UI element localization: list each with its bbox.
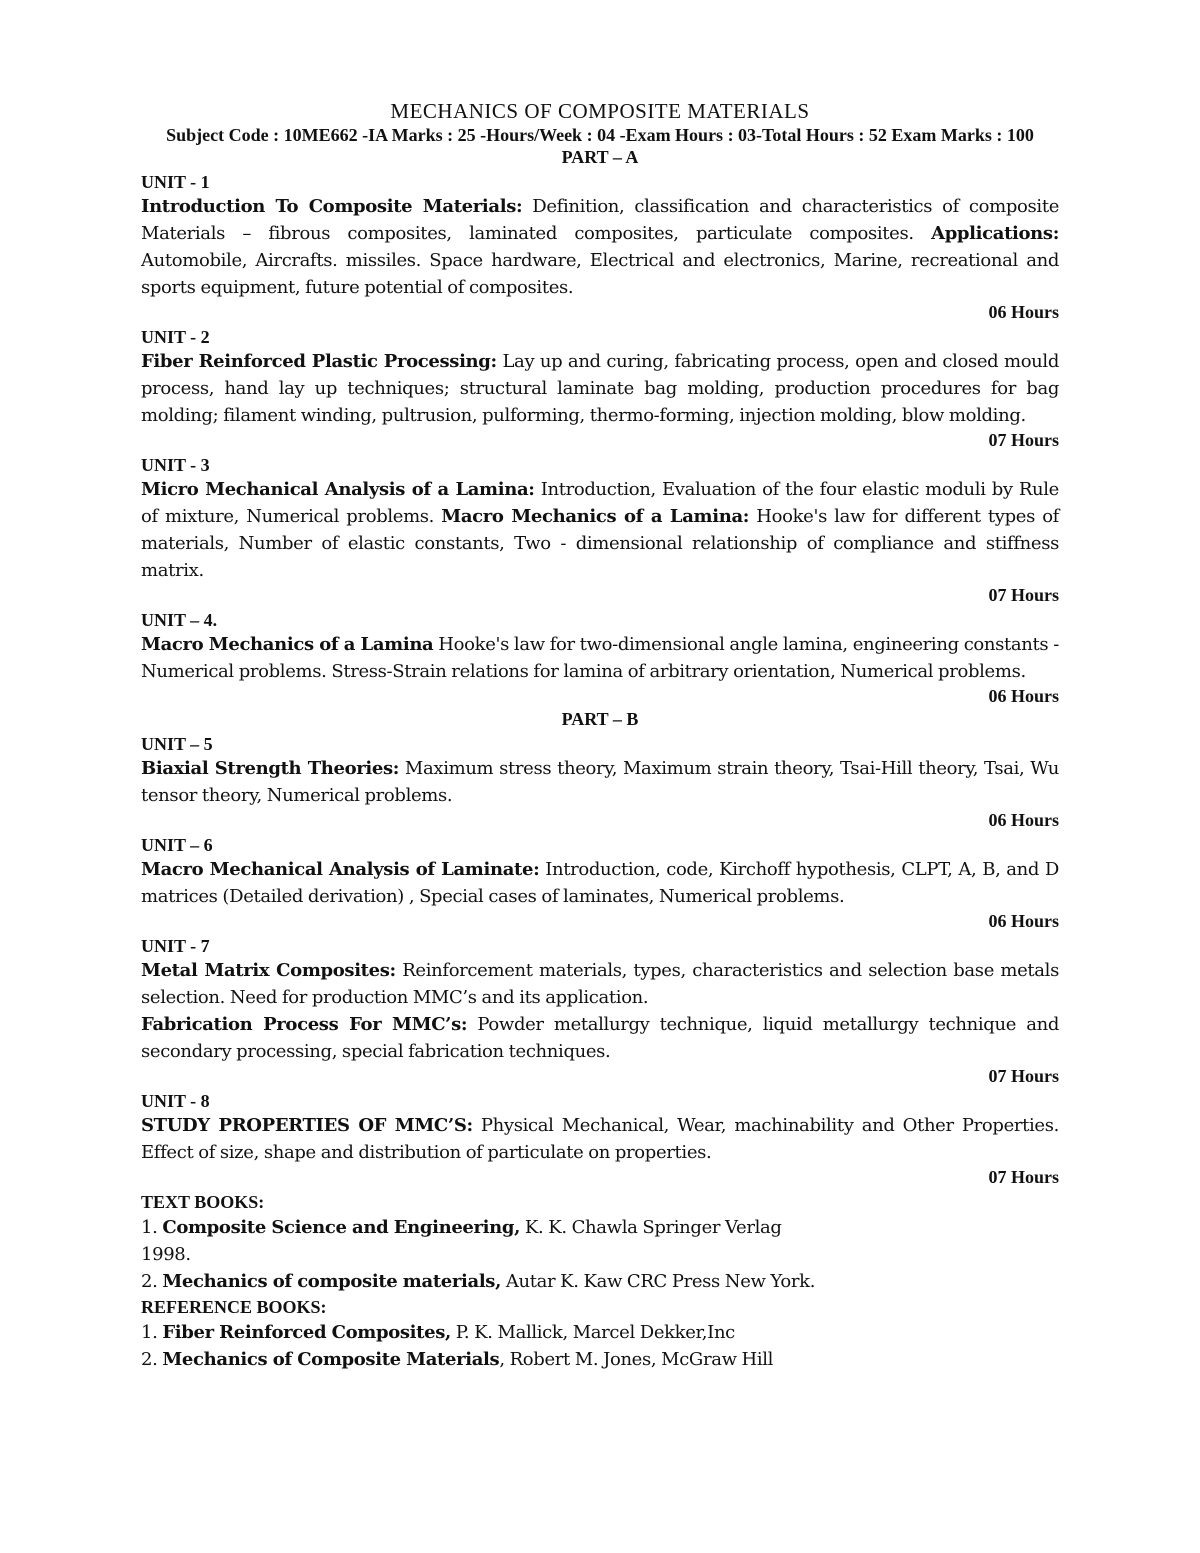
book-item	[141, 1214, 831, 1268]
unit-block	[141, 935, 1059, 1087]
bold-term: Introduction To Composite Materials:	[141, 196, 523, 217]
topic-text: Definition, classification and characteristics of composite Materials – fibrous composites, laminated composites, particulate composites.	[141, 196, 1060, 244]
unit-description-extra	[141, 1011, 1059, 1065]
unit-block	[141, 326, 1059, 451]
book-item	[141, 1268, 831, 1295]
book-number: 2.	[141, 1349, 163, 1370]
unit-hours: 06 Hours	[988, 911, 1059, 931]
unit-description	[141, 856, 1059, 910]
unit-hours: 06 Hours	[988, 302, 1059, 322]
unit-label: UNIT – 6	[141, 835, 213, 855]
book-item	[141, 1346, 1059, 1373]
part-a-units	[141, 171, 1059, 707]
unit-description	[141, 631, 1059, 685]
unit-block	[141, 1090, 1059, 1188]
text-books-list	[141, 1214, 1059, 1295]
topic-text: Introduction, Evaluation of the four elastic moduli by Rule of mixture, Numerical problems.	[141, 479, 1059, 527]
book-number: 1.	[141, 1322, 163, 1343]
bold-term: Macro Mechanical Analysis of Laminate:	[141, 859, 540, 880]
book-details: P. K. Mallick, Marcel Dekker,Inc	[450, 1322, 735, 1343]
bold-term: Biaxial Strength Theories:	[141, 758, 400, 779]
part-b-units	[141, 733, 1059, 1188]
book-title: Mechanics of Composite Materials	[162, 1349, 500, 1370]
unit-block	[141, 609, 1059, 707]
topic-text: Maximum stress theory, Maximum strain theory, Tsai-Hill theory, Tsai, Wu tensor theory, Numerical problems.	[141, 758, 1059, 806]
unit-hours: 06 Hours	[988, 810, 1059, 830]
unit-hours: 07 Hours	[988, 585, 1059, 605]
book-details: Autar K. Kaw CRC Press New York.	[501, 1271, 816, 1292]
book-title: Fiber Reinforced Composites,	[162, 1322, 451, 1343]
topic-text: Powder metallurgy technique, liquid metallurgy technique and secondary processing, special fabrication techniques.	[141, 1014, 1059, 1062]
unit-block	[141, 834, 1059, 932]
unit-hours: 07 Hours	[988, 430, 1059, 450]
unit-description	[141, 348, 1059, 429]
topic-text: Hooke's law for two-dimensional angle lamina, engineering constants - Numerical problems. Stress-Strain relations for lamina of arbitrary orientation, Numerical problems.	[141, 634, 1059, 682]
topic-text: Reinforcement materials, types, characteristics and selection base metals selection. Need for production MMC’s and its application.	[141, 960, 1059, 1008]
unit-block	[141, 733, 1059, 831]
subject-details: Subject Code : 10ME662 -IA Marks : 25 -Hours/Week : 04 -Exam Hours : 03-Total Hours : 52 Exam Marks : 100 PART – A	[166, 125, 1034, 167]
book-number: 1.	[141, 1217, 163, 1238]
unit-description	[141, 476, 1059, 584]
bold-term: Micro Mechanical Analysis of a Lamina:	[141, 479, 535, 500]
book-details: K. K. Chawla Springer Verlag 1998.	[141, 1217, 782, 1265]
reference-books-heading: REFERENCE BOOKS:	[141, 1297, 327, 1317]
bold-term: Macro Mechanics of a Lamina:	[441, 506, 750, 527]
unit-hours: 07 Hours	[988, 1167, 1059, 1187]
unit-description	[141, 957, 1059, 1011]
unit-block	[141, 171, 1059, 323]
syllabus-page	[141, 98, 1059, 1373]
bold-term: Fiber Reinforced Plastic Processing:	[141, 351, 497, 372]
topic-text: Physical Mechanical, Wear, machinability and Other Properties. Effect of size, shape and distribution of particulate on properties.	[141, 1115, 1059, 1163]
unit-block	[141, 454, 1059, 606]
unit-description	[141, 193, 1059, 301]
unit-label: UNIT - 8	[141, 1091, 210, 1111]
topic-text: Hooke's law for different types of materials, Number of elastic constants, Two - dimensional relationship of compliance and stiffness matrix.	[141, 506, 1059, 581]
reference-books-list	[141, 1319, 1059, 1373]
unit-description	[141, 755, 1059, 809]
bold-term: Macro Mechanics of a Lamina	[141, 634, 434, 655]
unit-description	[141, 1112, 1059, 1166]
page-title: MECHANICS OF COMPOSITE MATERIALS	[390, 99, 810, 123]
unit-label: UNIT – 5	[141, 734, 213, 754]
topic-text: Introduction, code, Kirchoff hypothesis, CLPT, A, B, and D matrices (Detailed derivation) , Special cases of laminates, Numerical problems.	[141, 859, 1059, 907]
book-title: Mechanics of composite materials,	[162, 1271, 502, 1292]
book-details: , Robert M. Jones, McGraw Hill	[499, 1349, 774, 1370]
part-b-heading: PART – B	[561, 709, 639, 729]
bold-term: Fabrication Process For MMC’s:	[141, 1014, 468, 1035]
unit-label: UNIT - 7	[141, 936, 210, 956]
bold-term: Metal Matrix Composites:	[141, 960, 396, 981]
bold-term: Applications:	[931, 223, 1059, 244]
book-title: Composite Science and Engineering,	[162, 1217, 521, 1238]
bold-term: STUDY PROPERTIES OF MMC’S:	[141, 1115, 473, 1136]
unit-hours: 07 Hours	[988, 1066, 1059, 1086]
text-books-heading: TEXT BOOKS:	[141, 1192, 265, 1212]
unit-label: UNIT – 4.	[141, 610, 218, 630]
book-item	[141, 1319, 1059, 1346]
unit-label: UNIT - 2	[141, 327, 210, 347]
unit-label: UNIT - 1	[141, 172, 210, 192]
unit-hours: 06 Hours	[988, 686, 1059, 706]
topic-text: Lay up and curing, fabricating process, open and closed mould process, hand lay up techniques; structural laminate bag molding, production procedures for bag molding; filament winding, pultrusion, pulforming, thermo-forming, injection molding, blow molding.	[141, 351, 1060, 426]
book-number: 2.	[141, 1271, 163, 1292]
topic-text: Automobile, Aircrafts. missiles. Space hardware, Electrical and electronics, Marine, recreational and sports equipment, future potential of composites.	[141, 250, 1059, 298]
unit-label: UNIT - 3	[141, 455, 210, 475]
